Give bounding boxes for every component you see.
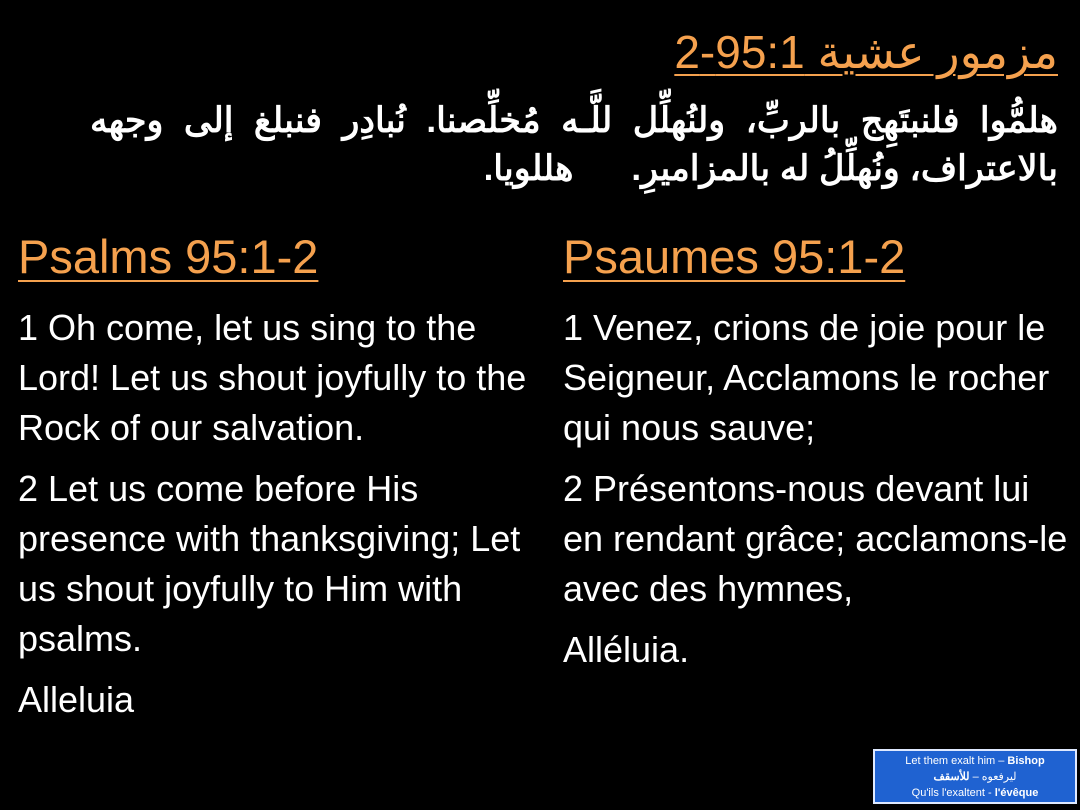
english-verse-1: 1 Oh come, let us sing to the Lord! Let us shout joyfully to the Rock of our salvation. [18,307,527,448]
french-verse-1: 1 Venez, crions de joie pour le Seigneur, Acclamons le rocher qui nous sauve; [563,307,1050,448]
french-title: Psaumes 95:1-2 [563,230,906,283]
arabic-psalm-text [90,97,1058,193]
english-alleluia: Alleluia [18,679,135,720]
arabic-alleluia: هللويا. [483,149,574,188]
caption-arabic-role: للأسقف [933,771,970,783]
caption-arabic [875,769,1075,785]
french-column [563,226,1068,675]
french-verse-2: 2 Présentons-nous devant lui en rendant grâce; acclamons-le avec des hymnes, [563,468,1068,609]
speaker-caption [873,749,1077,804]
caption-english-role: Bishop [1007,755,1045,767]
caption-french-text: Qu'ils l'exaltent - [911,787,995,799]
caption-arabic-text: ليرفعوه – [969,771,1017,783]
caption-french-role: l'évêque [994,787,1039,799]
arabic-title: مزمور عشية 95:1-2 [674,26,1058,78]
caption-english [875,753,1075,769]
english-title: Psalms 95:1-2 [18,230,319,283]
caption-french [875,785,1075,801]
arabic-verse: هلمُّوا فلنبتَهِج بالربِّ، ولنُهلِّل للَّـه مُخلِّصنا. نُبادِر فنبلغ إلى وجهه بالاعتراف، ونُهلِّلُ له بالمزاميرِ. [90,101,1058,188]
french-alleluia: Alléluia. [563,629,690,670]
english-column [18,226,538,725]
caption-english-text: Let them exalt him – [905,755,1008,767]
english-verse-2: 2 Let us come before His presence with thanksgiving; Let us shout joyfully to Him with psalms. [18,468,521,659]
